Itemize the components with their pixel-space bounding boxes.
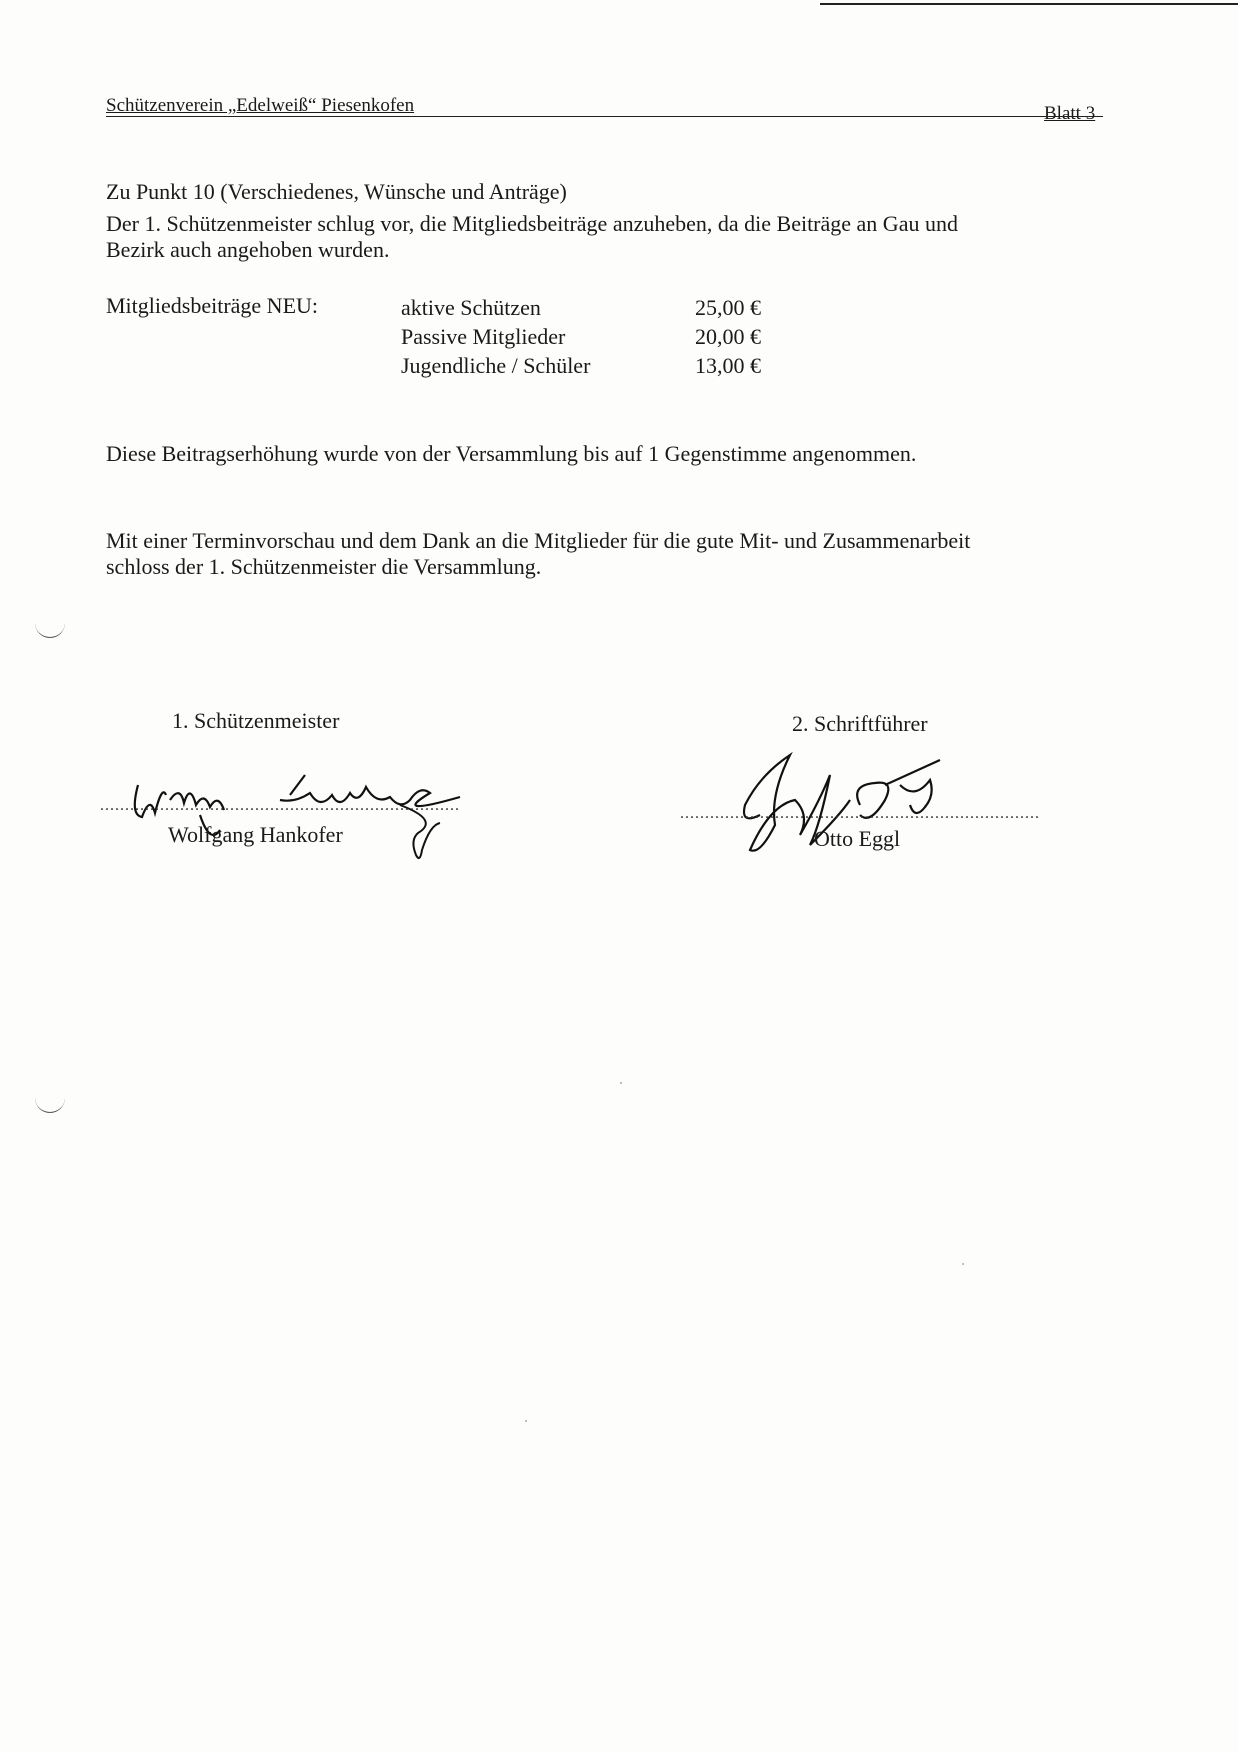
header-page-label: Blatt 3 — [1044, 103, 1096, 124]
signature-dots-right: ........................................................................ — [680, 805, 1040, 822]
fees-table — [401, 293, 785, 380]
fee-amount: 13,00 € — [695, 353, 761, 378]
intro-line-2: Bezirk auch angehoben wurden. — [106, 237, 390, 262]
signature-role-right: 2. Schriftführer — [792, 711, 928, 736]
signature-name-left: Wolfgang Hankofer — [168, 822, 343, 847]
closing-line-1: Mit einer Terminvorschau und dem Dank an die Mitglieder für die gute Mit- und Zusammenarbeit — [106, 528, 971, 553]
decision-text: Diese Beitragserhöhung wurde von der Versammlung bis auf 1 Gegenstimme angenommen. — [106, 441, 917, 466]
fee-row — [401, 351, 785, 380]
fee-amount: 20,00 € — [695, 324, 761, 349]
scan-top-rule — [820, 3, 1238, 5]
scan-speck — [525, 1420, 527, 1422]
signature-dots-left: ........................................................................ — [100, 797, 460, 814]
fee-row — [401, 322, 785, 351]
intro-line-1: Der 1. Schützenmeister schlug vor, die Mitgliedsbeiträge anzuheben, da die Beiträge an Gau und — [106, 211, 958, 236]
fee-category: Jugendliche / Schüler — [401, 353, 591, 378]
signature-role-left: 1. Schützenmeister — [172, 708, 340, 733]
scan-speck — [620, 1082, 622, 1084]
hole-punch-mark — [35, 1098, 65, 1113]
header-rule — [106, 116, 1103, 117]
fee-category: Passive Mitglieder — [401, 324, 566, 349]
hole-punch-mark — [35, 623, 65, 638]
fee-amount: 25,00 € — [695, 295, 761, 320]
header-club-name: Schützenverein „Edelweiß“ Piesenkofen — [106, 95, 415, 116]
scan-speck — [962, 1263, 964, 1265]
fee-row — [401, 293, 785, 322]
section-heading: Zu Punkt 10 (Verschiedenes, Wünsche und Anträge) — [106, 179, 567, 204]
fee-category: aktive Schützen — [401, 295, 541, 320]
fees-label: Mitgliedsbeiträge NEU: — [106, 293, 319, 318]
signature-name-right: Otto Eggl — [814, 826, 901, 851]
closing-line-2: schloss der 1. Schützenmeister die Versammlung. — [106, 554, 542, 579]
